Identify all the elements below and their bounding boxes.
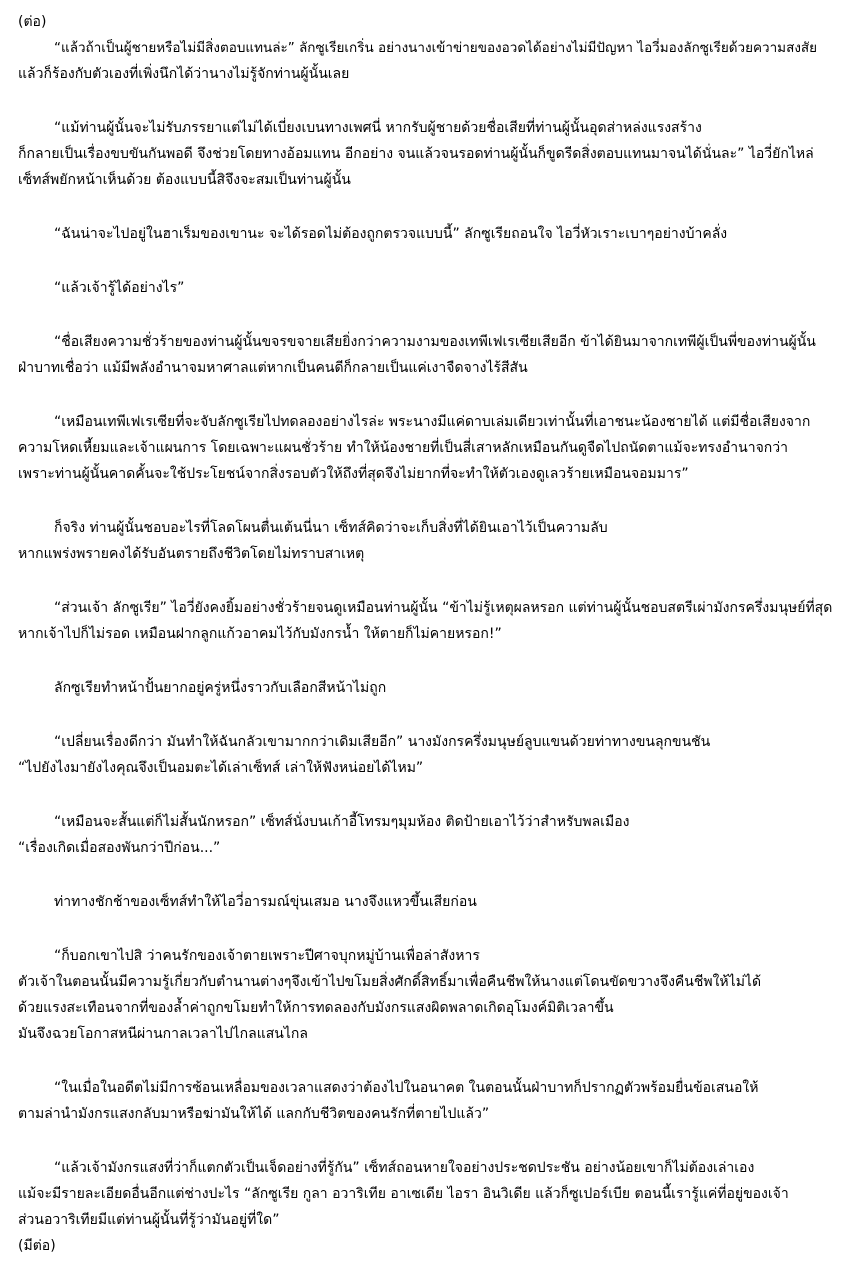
text-line: มันจึงฉวยโอกาสหนีผ่านกาลเวลาไปไกลแสนไกล (18, 1026, 308, 1042)
text-line: “แล้วเจ้ารู้ได้อย่างไร” (54, 280, 185, 296)
text-line: “แล้วถ้าเป็นผู้ชายหรือไม่มีสิ่งตอบแทนล่ะ” ลักซูเรียเกริ่น อย่างนางเข้าข่ายของอวดได้อย่างไม่มีปัญหา ไอวี่มองลักซูเรียด้วยความสงสัย (54, 40, 818, 56)
text-line: “เหมือนเทพีเฟเรเซียที่จะจับลักซูเรียไปทดลองอย่างไรล่ะ พระนางมีแค่ดาบเล่มเดียวเท่านั้นที่เอาชนะน้องชายได้ แต่มีชื่อเสียงจาก (54, 414, 811, 430)
to-be-continued-marker: (มีต่อ) (18, 1238, 56, 1254)
text-line: “แล้วเจ้ามังกรแสงที่ว่าก็แตกตัวเป็นเจ็ดอย่างที่รู้กัน” เซ็ทส์ถอนหายใจอย่างประชดประชัน อย่างน้อยเขาก็ไม่ต้องเล่าเอง (54, 1160, 755, 1176)
text-line: “เรื่องเกิดเมื่อสองพันกว่าปีก่อน...” (18, 840, 221, 856)
text-line: “เปลี่ยนเรื่องดีกว่า มันทำให้ฉันกลัวเขามากกว่าเดิมเสียอีก” นางมังกรครึ่งมนุษย์ลูบแขนด้วยท่าทางขนลุกขนชัน (54, 734, 711, 750)
paragraph (18, 35, 840, 87)
paragraph (18, 809, 840, 861)
text-line: แล้วก็ร้องกับตัวเองที่เพิ่งนึกได้ว่านางไม่รู้จักท่านผู้นั้นเลย (18, 66, 350, 82)
paragraph (18, 221, 840, 247)
text-line: หากแพร่งพรายคงได้รับอันตรายถึงชีวิตโดยไม่ทราบสาเหตุ (18, 546, 365, 562)
text-line: ด้วยแรงสะเทือนจากที่ของล้ำค่าถูกขโมยทำให้การทดลองกับมังกรแสงผิดพลาดเกิดอุโมงค์มิติเวลาขึ้น (18, 1000, 614, 1016)
document-page (18, 9, 840, 1259)
paragraph (18, 675, 840, 701)
text-line: ก็จริง ท่านผู้นั้นชอบอะไรที่โลดโผนตื่นเต้นนี่นา เซ็ทส์คิดว่าจะเก็บสิ่งที่ได้ยินเอาไว้เป็นความลับ (54, 520, 608, 536)
text-line: “ไปยังไงมายังไงคุณจึงเป็นอมตะได้เล่าเซ็ทส์ เล่าให้ฟังหน่อยได้ไหม” (18, 760, 424, 776)
text-line: ความโหดเหี้ยมและเจ้าแผนการ โดยเฉพาะแผนชั่วร้าย ทำให้น้องชายที่เป็นสี่เสาหลักเหมือนกันดูจืดไปถนัดตาแม้จะทรงอำนาจกว่า (18, 440, 788, 456)
text-line: ส่วนอวาริเทียมีแต่ท่านผู้นั้นที่รู้ว่ามันอยู่ที่ใด” (18, 1212, 280, 1228)
text-line: “ส่วนเจ้า ลักซูเรีย” ไอวี่ยังคงยิ้มอย่างชั่วร้ายจนดูเหมือนท่านผู้นั้น “ข้าไม่รู้เหตุผลหรอก แต่ท่านผู้นั้นชอบสตรีเผ่ามังกรครึ่งมนุษย์ที่สุด (54, 600, 833, 616)
text-line: “ฉันน่าจะไปอยู่ในฮาเร็มของเขานะ จะได้รอดไม่ต้องถูกตรวจแบบนี้” ลักซูเรียถอนใจ ไอวี่หัวเราะเบาๆอย่างบ้าคลั่ง (54, 226, 728, 242)
paragraph (18, 595, 840, 647)
text-line: ฝ่าบาทเชื่อว่า แม้มีพลังอำนาจมหาศาลแต่หากเป็นคนดีก็กลายเป็นแค่เงาจืดจางไร้สีสัน (18, 360, 528, 376)
text-line: เพราะท่านผู้นั้นคาดคั้นจะใช้ประโยชน์จากสิ่งรอบตัวให้ถึงที่สุดจึงไม่ยากที่จะทำให้ตัวเองดูเลวร้ายเหมือนจอมมาร” (18, 466, 689, 482)
paragraph (18, 515, 840, 567)
paragraph (18, 275, 840, 301)
text-line: หากเจ้าไปก็ไม่รอด เหมือนฝากลูกแก้วอาคมไว้กับมังกรน้ำ ให้ตายก็ไม่คายหรอก!” (18, 626, 502, 642)
text-line: “แม้ท่านผู้นั้นจะไม่รับภรรยาแต่ไม่ได้เบี่ยงเบนทางเพศนี่ หากรับผู้ชายด้วยชื่อเสียที่ท่านผู้นั้นอุดส่าหล่งแรงสร้าง (54, 120, 702, 136)
paragraph (18, 1155, 840, 1233)
continued-marker: (ต่อ) (18, 14, 47, 30)
text-line: “ในเมื่อในอดีตไม่มีการซ้อนเหลื่อมของเวลาแสดงว่าต้องไปในอนาคต ในตอนนั้นฝ่าบาทก็ปรากฏตัวพร้อมยื่นข้อเสนอให้ (54, 1080, 759, 1096)
text-line: “ชื่อเสียงความชั่วร้ายของท่านผู้นั้นขจรขจายเสียยิ่งกว่าความงามของเทพีเฟเรเซียเสียอีก ข้าได้ยินมาจากเทพีผู้เป็นพี่ของท่านผู้นั้น (54, 334, 816, 350)
text-line: ตามล่านำมังกรแสงกลับมาหรือฆ่ามันให้ได้ แลกกับชีวิตของคนรักที่ตายไปแล้ว” (18, 1106, 490, 1122)
text-line: แม้จะมีรายละเอียดอื่นอีกแต่ช่างปะไร “ลักซูเรีย กูลา อวาริเทีย อาเซเดีย ไอรา อินวิเดีย แล้วก็ซูเปอร์เบีย ตอนนี้เรารู้แค่ที่อยู่ของเจ้า (18, 1186, 789, 1202)
paragraph (18, 889, 840, 915)
paragraph (18, 1075, 840, 1127)
paragraph (18, 115, 840, 193)
paragraph (18, 729, 840, 781)
text-line: “ก็บอกเขาไปสิ ว่าคนรักของเจ้าตายเพราะปีศาจบุกหมู่บ้านเพื่อล่าสังหาร (54, 948, 480, 964)
text-line: ลักซูเรียทำหน้าปั้นยากอยู่ครู่หนึ่งราวกับเลือกสีหน้าไม่ถูก (54, 680, 387, 696)
text-line: ตัวเจ้าในตอนนั้นมีความรู้เกี่ยวกับตำนานต่างๆจึงเข้าไปขโมยสิ่งศักดิ์สิทธิ์มาเพื่อคืนชีพให้นางแต่โดนขัดขวางจึงคืนชีพให้ไม่ได้ (18, 974, 762, 990)
text-line: เซ็ทส์พยักหน้าเห็นด้วย ต้องแบบนี้สิจึงจะสมเป็นท่านผู้นั้น (18, 172, 351, 188)
paragraph (18, 409, 840, 487)
text-line: “เหมือนจะสั้นแต่ก็ไม่สั้นนักหรอก” เซ็ทส์นั่งบนเก้าอี้โทรมๆมุมห้อง ติดป้ายเอาไว้ว่าสำหรับพลเมือง (54, 814, 630, 830)
text-line: ก็กลายเป็นเรื่องขบขันกันพอดี จึงช่วยโดยทางอ้อมแทน อีกอย่าง จนแล้วจนรอดท่านผู้นั้นก็ขูดรีดสิ่งตอบแทนมาจนได้นั่นละ” ไอวี่ยักไหล่ (18, 146, 814, 162)
paragraph (18, 329, 840, 381)
text-line: ท่าทางชักช้าของเซ็ทส์ทำให้ไอวี่อารมณ์ขุ่นเสมอ นางจึงแหวขึ้นเสียก่อน (54, 894, 477, 910)
paragraph (18, 943, 840, 1047)
